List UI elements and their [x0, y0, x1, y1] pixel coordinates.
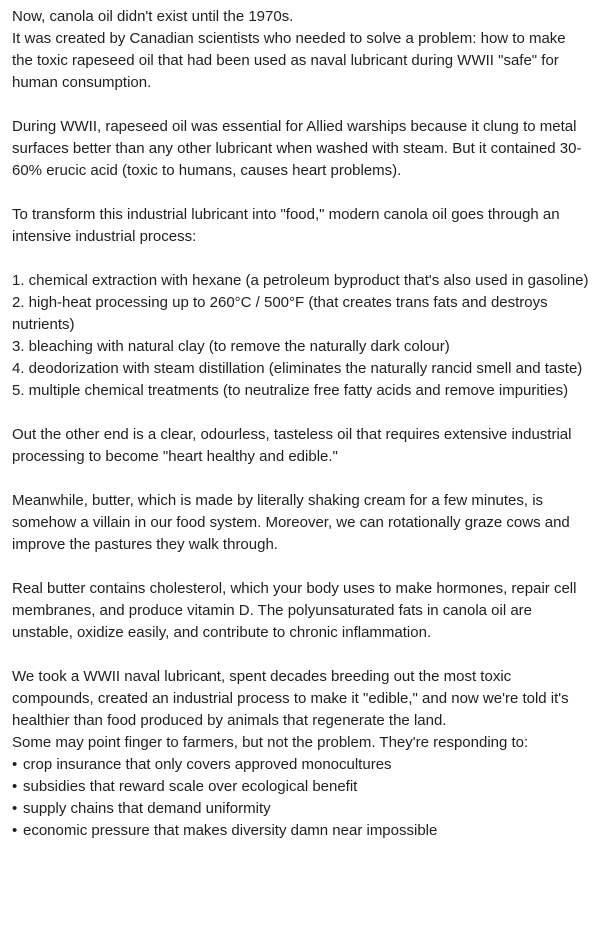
list-item — [12, 776, 590, 798]
bullet-icon: • — [12, 778, 18, 795]
process-step: 2. high-heat processing up to 260°C / 500°F (that creates trans fats and destroys nutrients) — [12, 294, 548, 333]
butter-paragraph: Meanwhile, butter, which is made by literally shaking cream for a few minutes, is somehow a villain in our food system. Moreover, we can rotationally graze cows and improve the pastures they walk through. — [12, 492, 570, 553]
summary-paragraph: We took a WWII naval lubricant, spent decades breeding out the most toxic compounds, created an industrial process to make it "edible," and now we're told it's healthier than food produced by animals that regenerate the land. — [12, 668, 569, 729]
process-step: 3. bleaching with natural clay (to remove the naturally dark colour) — [12, 338, 450, 355]
pressures-list — [12, 754, 590, 842]
cholesterol-paragraph: Real butter contains cholesterol, which your body uses to make hormones, repair cell membranes, and produce vitamin D. The polyunsaturated fats in canola oil are unstable, oxidize easily, and contribute to chronic inflammation. — [12, 580, 577, 641]
bullet-icon: • — [12, 800, 18, 817]
list-item — [12, 754, 590, 776]
list-item-text: economic pressure that makes diversity damn near impossible — [23, 822, 438, 839]
intro-line-1: Now, canola oil didn't exist until the 1970s. — [12, 8, 294, 25]
wwii-paragraph: During WWII, rapeseed oil was essential for Allied warships because it clung to metal surfaces better than any other lubricant when washed with steam. But it contained 30-60% erucic acid (toxic to humans, causes heart problems). — [12, 118, 582, 179]
process-step: 5. multiple chemical treatments (to neutralize free fatty acids and remove impurities) — [12, 382, 569, 399]
intro-line-2: It was created by Canadian scientists who needed to solve a problem: how to make the toxic rapeseed oil that had been used as naval lubricant during WWII "safe" for human consumption. — [12, 30, 566, 91]
process-step: 1. chemical extraction with hexane (a petroleum byproduct that's also used in gasoline) — [12, 272, 589, 289]
bullet-icon: • — [12, 822, 18, 839]
bullet-icon: • — [12, 756, 18, 773]
process-intro-paragraph: To transform this industrial lubricant into "food," modern canola oil goes through an intensive industrial process: — [12, 206, 560, 245]
list-item-text: crop insurance that only covers approved monocultures — [23, 756, 392, 773]
process-step: 4. deodorization with steam distillation (eliminates the naturally rancid smell and taste) — [12, 360, 583, 377]
list-item — [12, 798, 590, 820]
process-steps-list — [12, 270, 590, 402]
list-item — [12, 820, 590, 842]
farmers-paragraph: Some may point finger to farmers, but not the problem. They're responding to: — [12, 734, 529, 751]
intro-paragraph — [12, 6, 590, 94]
list-item-text: subsidies that reward scale over ecological benefit — [23, 778, 358, 795]
list-item-text: supply chains that demand uniformity — [23, 800, 271, 817]
result-paragraph: Out the other end is a clear, odourless, tasteless oil that requires extensive industrial processing to become "heart healthy and edible." — [12, 426, 572, 465]
post-body — [12, 6, 590, 842]
